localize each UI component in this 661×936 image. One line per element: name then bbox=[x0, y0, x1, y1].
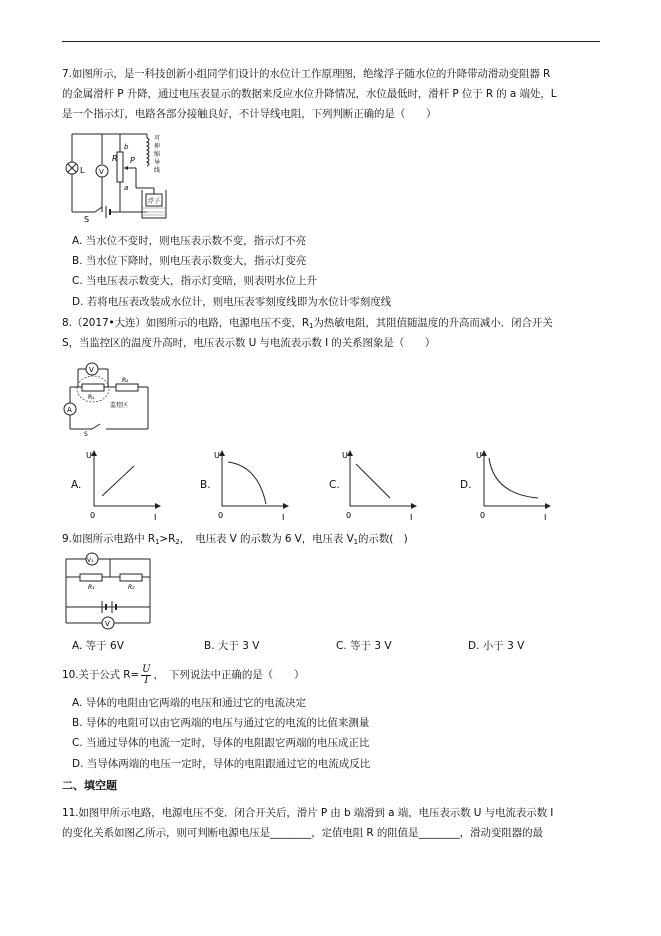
q8-graph-c-origin: 0 bbox=[346, 511, 352, 520]
q9-v-label: V bbox=[105, 620, 110, 628]
q10-option-a[interactable]: A. 导体的电阻由它两端的电压和通过它的电流决定 bbox=[72, 697, 307, 709]
q10-denominator: I bbox=[144, 674, 149, 686]
q7-label-b: b bbox=[124, 143, 129, 151]
section-heading-fill-in: 二、填空题 bbox=[62, 779, 117, 792]
q10-formula-fraction bbox=[141, 665, 151, 686]
q8-voltmeter-label: V bbox=[89, 366, 94, 374]
q8-line-1-b: 为热敏电阻，其阻值随温度的升高而减小．闭合开关 bbox=[313, 317, 553, 329]
q7-label-R: R bbox=[112, 154, 118, 163]
q8-graph-b-x: I bbox=[282, 513, 285, 522]
q8-graph-b-origin: 0 bbox=[218, 511, 224, 520]
q8-graph-c-x: I bbox=[410, 513, 413, 522]
q8-graph-b-label[interactable]: B. bbox=[200, 479, 211, 491]
q7-label-L: L bbox=[80, 166, 85, 175]
q9-sub-3: 1 bbox=[353, 538, 359, 546]
q9-text-b: >R bbox=[159, 533, 176, 545]
q8-graph-c bbox=[342, 450, 422, 522]
q8-graph-d-x: I bbox=[544, 513, 547, 522]
q10-line-1 bbox=[62, 664, 304, 686]
q7-line-2: 的金属滑杆 P 升降，通过电压表显示的数据来反应水位升降情况，水位最低时，滑杆 P 位于 R 的 a 端处，L bbox=[62, 88, 557, 100]
q9-option-b[interactable]: B. 大于 3 V bbox=[204, 640, 260, 652]
q7-option-c[interactable]: C. 当电压表示数变大，指示灯变暗，则表明水位上升 bbox=[72, 275, 318, 287]
q7-coil-text-1: 可 bbox=[154, 135, 161, 142]
header-rule bbox=[62, 41, 600, 42]
q8-circuit-diagram bbox=[62, 357, 157, 437]
q9-r2-label: R₂ bbox=[128, 584, 135, 591]
q8-graph-d-label[interactable]: D. bbox=[460, 479, 472, 491]
q8-graph-d-origin: 0 bbox=[480, 511, 486, 520]
q8-graph-a bbox=[86, 450, 166, 522]
q11-line-2: 的变化关系如图乙所示，则可判断电源电压是________，定值电阻 R 的阻值是________，滑动变阻器的最 bbox=[62, 827, 543, 839]
q7-label-a: a bbox=[124, 184, 129, 192]
q8-graph-b-y: U bbox=[214, 451, 220, 460]
q8-ammeter-label: A bbox=[67, 406, 72, 414]
q7-label-S: S bbox=[84, 215, 90, 224]
q10-option-d[interactable]: D. 当导体两端的电压一定时，导体的电阻跟通过它的电流成反比 bbox=[72, 758, 371, 770]
q7-option-b[interactable]: B. 当水位下降时，则电压表示数变大，指示灯变亮 bbox=[72, 255, 307, 267]
q10-text-a: 10.关于公式 R= bbox=[62, 669, 140, 681]
q10-option-c[interactable]: C. 当通过导体的电流一定时，导体的电阻跟它两端的电压成正比 bbox=[72, 737, 370, 749]
q8-graph-b bbox=[214, 450, 294, 522]
q9-sub-2: 2 bbox=[175, 538, 180, 546]
q8-label-R1: R₁ bbox=[88, 394, 95, 401]
q7-coil-text-3: 缩 bbox=[154, 151, 161, 158]
q8-graph-c-label[interactable]: C. bbox=[329, 479, 340, 491]
q7-line-1: 7.如图所示，是一科技创新小组同学们设计的水位计工作原理图，绝缘浮子随水位的升降带动滑动变阻器 R bbox=[62, 68, 551, 80]
q8-line-1 bbox=[62, 316, 553, 333]
q10-numerator: U bbox=[142, 663, 151, 675]
q8-graph-a-origin: 0 bbox=[90, 511, 96, 520]
q7-coil-text-4: 导 bbox=[154, 159, 161, 166]
q10-option-b[interactable]: B. 导体的电阻可以由它两端的电压与通过它的电流的比值来测量 bbox=[72, 717, 370, 729]
q7-option-d[interactable]: D. 若将电压表改装成水位计，则电压表零刻度线即为水位计零刻度线 bbox=[72, 296, 392, 308]
q7-line-3: 是一个指示灯，电路各部分接触良好，不计导线电阻，下列判断正确的是（ ） bbox=[62, 108, 437, 120]
q9-circuit-diagram bbox=[62, 551, 162, 633]
q8-graph-d bbox=[476, 450, 556, 522]
q8-label-S: S bbox=[84, 431, 88, 437]
q7-option-a[interactable]: A. 当水位不变时，则电压表示数不变，指示灯不亮 bbox=[72, 235, 307, 247]
q8-zone-label: 监控区 bbox=[110, 402, 129, 409]
q8-graph-a-x: I bbox=[154, 513, 157, 522]
q7-coil-text-5: 线 bbox=[154, 167, 161, 174]
q8-line-1-a: 8.（2017•大连）如图所示的电路，电源电压不变，R bbox=[62, 317, 310, 329]
q7-voltmeter-label: V bbox=[99, 168, 104, 176]
q9-line-1 bbox=[62, 532, 408, 549]
q9-text-d: 的示数( ) bbox=[358, 533, 408, 545]
q7-label-P: P bbox=[130, 156, 135, 165]
q9-v1-label: V₁ bbox=[87, 557, 94, 564]
q8-line-1-sub: 1 bbox=[309, 322, 314, 330]
q8-line-2: S，当监控区的温度升高时，电压表示数 U 与电流表示数 I 的关系图象是（ ） bbox=[62, 337, 436, 349]
q9-option-c[interactable]: C. 等于 3 V bbox=[336, 640, 392, 652]
q11-line-1: 11.如图甲所示电路，电源电压不变．闭合开关后，滑片 P 由 b 端滑到 a 端，电压表示数 U 与电流表示数 I bbox=[62, 807, 554, 819]
q8-graph-d-y: U bbox=[476, 451, 482, 460]
q8-graph-c-y: U bbox=[342, 451, 348, 460]
q7-circuit-diagram bbox=[62, 128, 182, 224]
q9-option-a[interactable]: A. 等于 6V bbox=[72, 640, 124, 652]
q10-text-b: ， 下列说法中正确的是（ ） bbox=[153, 669, 305, 681]
q9-r1-label: R₁ bbox=[88, 584, 95, 591]
q9-option-d[interactable]: D. 小于 3 V bbox=[468, 640, 525, 652]
q9-text-a: 9.如图所示电路中 R bbox=[62, 533, 156, 545]
q8-graph-a-label[interactable]: A. bbox=[71, 479, 82, 491]
q7-coil-text-2: 伸 bbox=[154, 143, 161, 150]
q9-text-c: ， 电压表 V 的示数为 6 V，电压表 V bbox=[179, 533, 354, 545]
q9-sub-1: 1 bbox=[155, 538, 160, 546]
q8-graph-a-y: U bbox=[86, 451, 92, 460]
q7-float-label: 浮子 bbox=[148, 198, 161, 205]
q8-label-R2: R₂ bbox=[122, 377, 129, 384]
